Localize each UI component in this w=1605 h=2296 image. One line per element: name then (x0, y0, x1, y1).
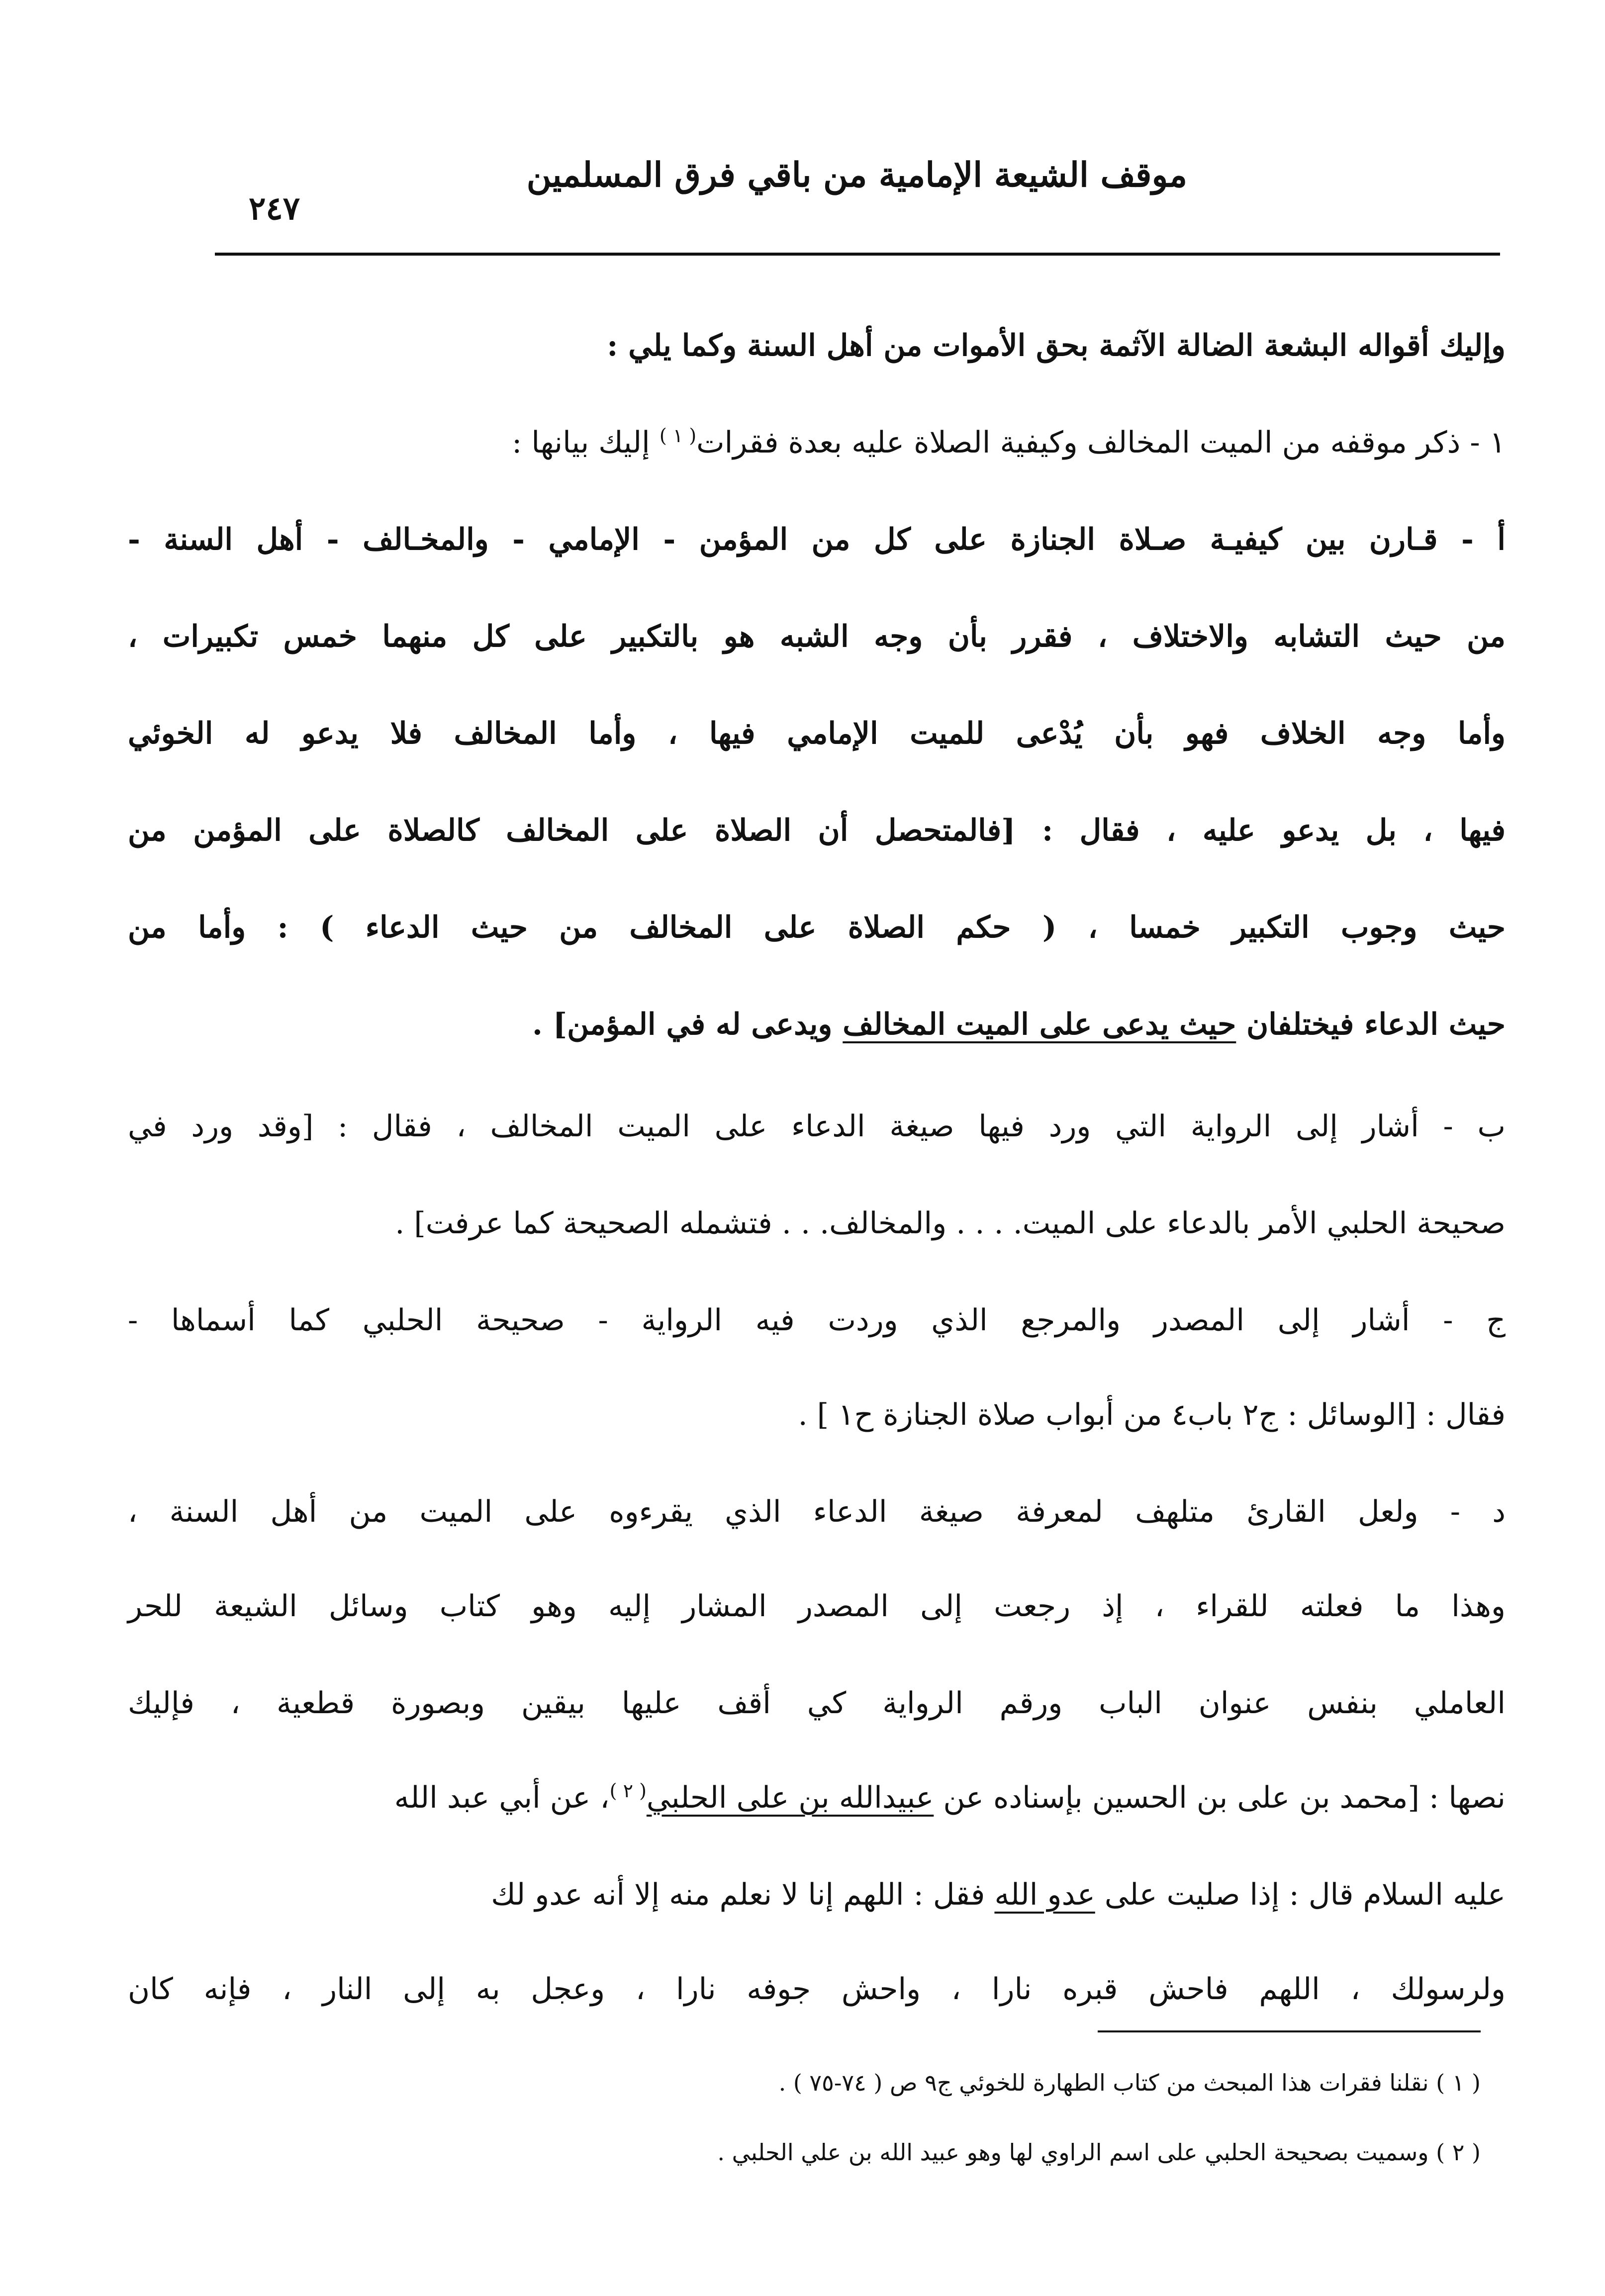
para-d-line-5-start: عليه السلام قال : إذا صليت على (1095, 1877, 1506, 1912)
para-a-line-5: حيث وجوب التكبير خمسا ، ( حكم الصلاة على المخالف من حيث الدعاء ) : وأما من (128, 910, 1506, 945)
para-d-line-5 (128, 1877, 1506, 1912)
running-title: موقف الشيعة الإمامية من باقي فرق المسلمين (526, 155, 1187, 195)
para-d-line-4 (128, 1780, 1506, 1815)
underlined-narrator-name: عبيدالله بن على الحلبي (646, 1780, 934, 1815)
footnote-ref-1: ( ١ ) (659, 425, 697, 447)
page-number: ٢٤٧ (249, 190, 300, 227)
footnote-1: ( ١ ) نقلنا فقرات هذا المبحث من كتاب الطهارة للخوئي ج٩ ص ( ٧٤-٧٥ ) . (778, 2069, 1481, 2096)
footnote-rule (1098, 2030, 1481, 2032)
para-d-line-2: وهذا ما فعلته للقراء ، إذ رجعت إلى المصدر المشار إليه وهو كتاب وسائل الشيعة للحر (128, 1589, 1506, 1624)
para-c-line-2: فقال : [الوسائل : ج٢ باب٤ من أبواب صلاة الجنازة ح١ ] . (798, 1397, 1506, 1432)
item1-tail: إليك بيانها : (512, 425, 660, 460)
underlined-phrase-enemy-of-god: عدو الله (994, 1877, 1095, 1912)
para-a-line-4: فيها ، بل يدعو عليه ، فقال : [فالمتحصل أن الصلاة على المخالف كالصلاة على المؤمن من (128, 813, 1506, 848)
footnote-ref-2: ( ٢ ) (609, 1780, 647, 1802)
underlined-phrase-dua-against: حيث يدعى على الميت المخالف (843, 1007, 1236, 1042)
para-d-line-3: العاملي بنفس عنوان الباب ورقم الرواية كي أقف عليها بيقين وبصورة قطعية ، فإليك (128, 1686, 1506, 1721)
para-a-line-2: من حيث التشابه والاختلاف ، فقرر بأن وجه الشبه هو بالتكبير على كل منهما خمس تكبيرات ، (128, 619, 1506, 654)
para-d-line-4-end: ، عن أبي عبد الله (394, 1780, 610, 1815)
intro-line: وإليك أقواله البشعة الضالة الآثمة بحق الأموات من أهل السنة وكما يلي : (607, 328, 1506, 363)
para-a-line-6-end: ويدعى له في المؤمن] . (532, 1007, 843, 1042)
header-rule (215, 253, 1500, 256)
footnote-2: ( ٢ ) وسميت بصحيحة الحلبي على اسم الراوي لها وهو عبيد الله بن علي الحلبي . (717, 2139, 1481, 2166)
para-a-line-6 (128, 1007, 1506, 1042)
para-b-line-2: صحيحة الحلبي الأمر بالدعاء على الميت. . . . والمخالف. . . فتشمله الصحيحة كما عرفت] . (395, 1206, 1506, 1241)
para-a-line-6-start: حيث الدعاء فيختلفان (1236, 1007, 1506, 1042)
para-d-line-4-start: نصها : [محمد بن على بن الحسين بإسناده عن (934, 1780, 1506, 1815)
para-a-line-3: وأما وجه الخلاف فهو بأن يُدْعى للميت الإمامي فيها ، وأما المخالف فلا يدعو له الخوئي (128, 716, 1506, 751)
item1-line (128, 425, 1506, 460)
item1-text: ١ - ذكر موقفه من الميت المخالف وكيفية الصلاة عليه بعدة فقرات (696, 425, 1506, 460)
para-c-line-1: ج - أشار إلى المصدر والمرجع الذي وردت فيه الرواية - صحيحة الحلبي كما أسماها - (128, 1303, 1506, 1338)
para-b-line-1: ب - أشار إلى الرواية التي ورد فيها صيغة الدعاء على الميت المخالف ، فقال : [وقد ورد في (128, 1109, 1506, 1144)
para-a-line-1: أ - قـارن بين كيفيـة صـلاة الجنازة على كل من المؤمن - الإمامي - والمخـالف - أهل السنة - (128, 522, 1506, 557)
para-d-line-1: د - ولعل القارئ متلهف لمعرفة صيغة الدعاء الذي يقرءوه على الميت من أهل السنة ، (128, 1494, 1506, 1529)
para-d-line-6: ولرسولك ، اللهم فاحش قبره نارا ، واحش جوفه نارا ، وعجل به إلى النار ، فإنه كان (128, 1972, 1506, 2007)
para-d-line-5-end: فقل : اللهم إنا لا نعلم منه إلا أنه عدو لك (491, 1877, 995, 1912)
